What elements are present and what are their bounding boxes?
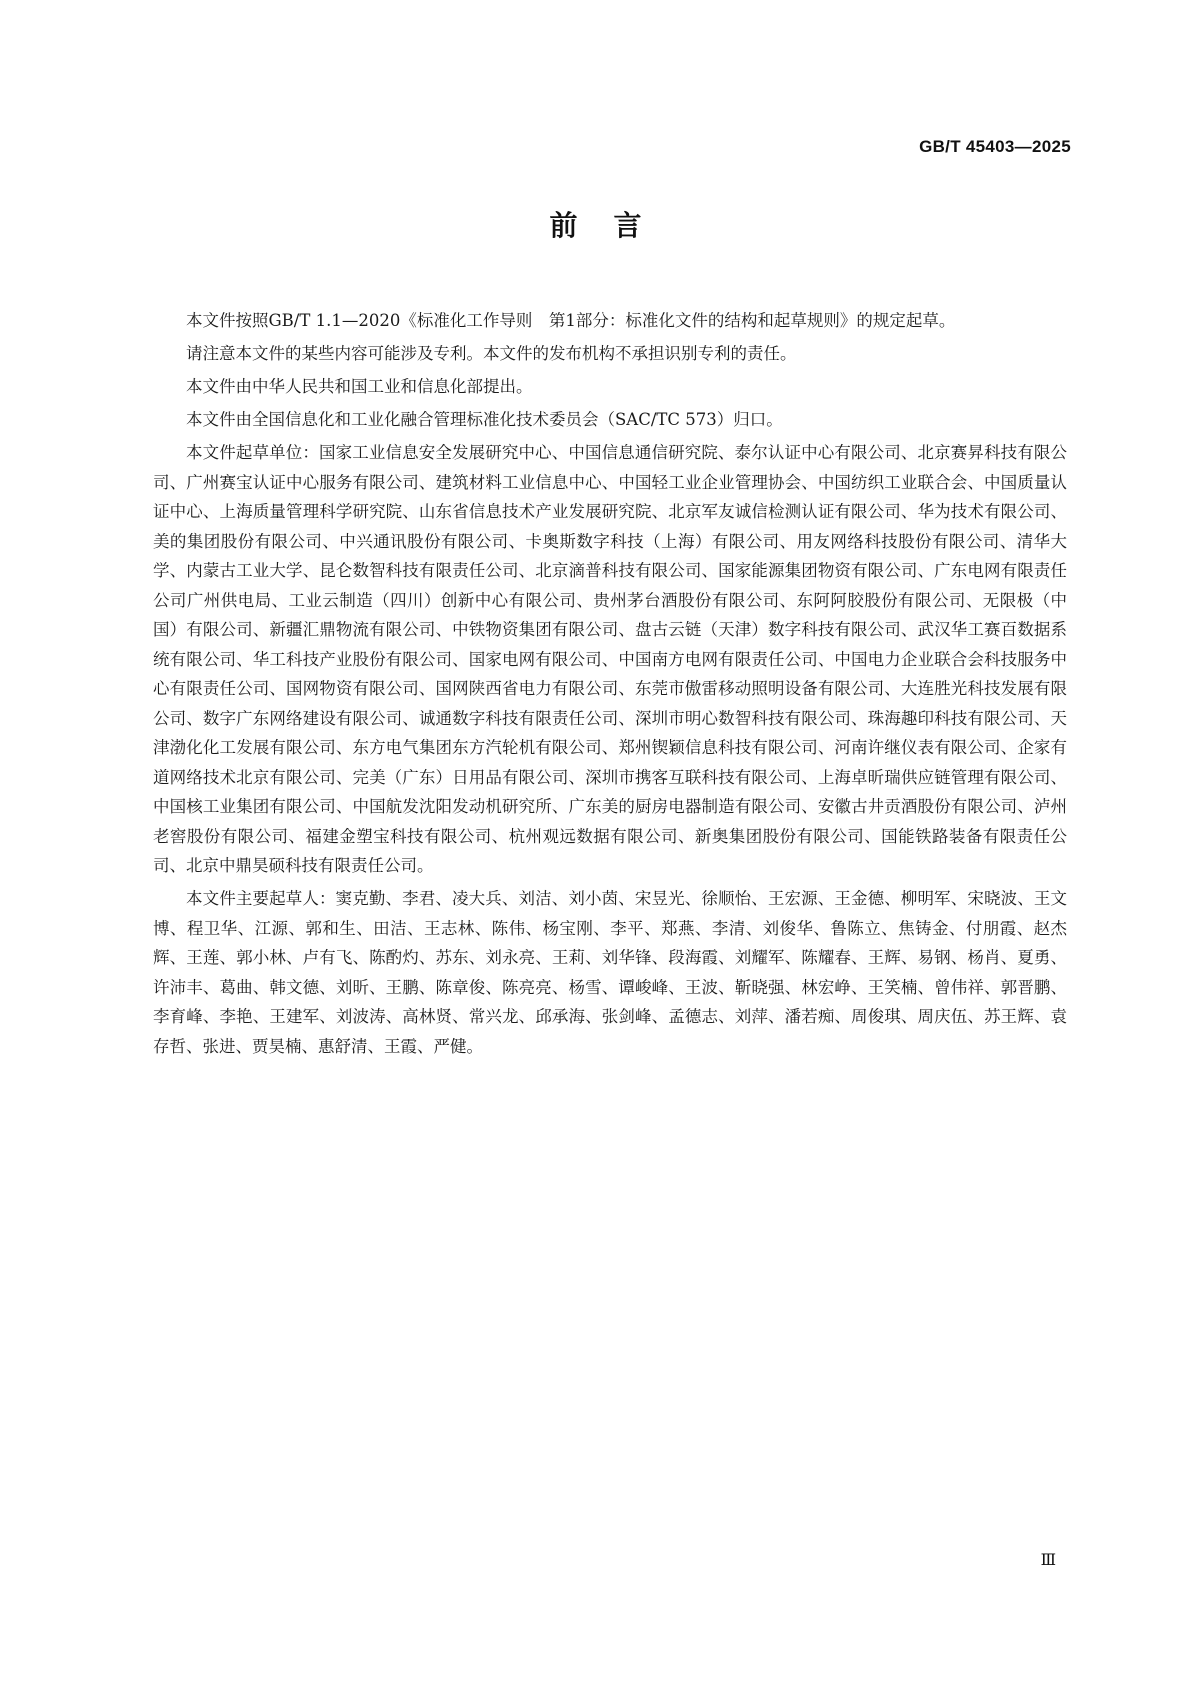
paragraph-committee: 本文件由全国信息化和工业化融合管理标准化技术委员会（SAC/TC 573）归口。: [186, 410, 783, 429]
paragraph-drafting-units: 本文件起草单位：国家工业信息安全发展研究中心、中国信息通信研究院、泰尔认证中心有限公司、北京赛昇科技有限公司、广州赛宝认证中心服务有限公司、建筑材料工业信息中心、中国轻工业企业管理协会、中国纺织工业联合会、中国质量认证中心、上海质量管理科学研究院、山东省信息技术产业发展研究院、北京军友诚信检测认证有限公司、华为技术有限公司、美的集团股份有限公司、中兴通讯股份有限公司、卡奥斯数字科技（上海）有限公司、用友网络科技股份有限公司、清华大学、内蒙古工业大学、昆仑数智科技有限责任公司、北京滴普科技有限公司、国家能源集团物资有限公司、广东电网有限责任公司广州供电局、工业云制造（四川）创新中心有限公司、贵州茅台酒股份有限公司、东阿阿胶股份有限公司、无限极（中国）有限公司、新疆汇鼎物流有限公司、中铁物资集团有限公司、盘古云链（天津）数字科技有限公司、武汉华工赛百数据系统有限公司、华工科技产业股份有限公司、国家电网有限公司、中国南方电网有限责任公司、中国电力企业联合会科技服务中心有限责任公司、国网物资有限公司、国网陕西省电力有限公司、东莞市傲雷移动照明设备有限公司、大连胜光科技发展有限公司、数字广东网络建设有限公司、诚通数字科技有限责任公司、深圳市明心数智科技有限公司、珠海趣印科技有限公司、天津渤化化工发展有限公司、东方电气集团东方汽轮机有限公司、郑州锲颖信息科技有限公司、河南许继仪表有限公司、企家有道网络技术北京有限公司、完美（广东）日用品有限公司、深圳市携客互联科技有限公司、上海卓昕瑞供应链管理有限公司、中国核工业集团有限公司、中国航发沈阳发动机研究所、广东美的厨房电器制造有限公司、安徽古井贡酒股份有限公司、泸州老窖股份有限公司、福建金塑宝科技有限公司、杭州观远数据有限公司、新奥集团股份有限公司、国能铁路装备有限责任公司、北京中鼎昊硕科技有限责任公司。: [153, 443, 1067, 875]
paragraph-drafting-rules: 本文件按照GB/T 1.1—2020《标准化工作导则 第1部分：标准化文件的结构和起草规则》的规定起草。: [186, 311, 956, 330]
foreword-body: [153, 306, 1067, 1065]
standard-number: GB/T 45403—2025: [919, 137, 1071, 156]
page-number: Ⅲ: [1040, 1550, 1056, 1569]
page-title: 前言: [549, 209, 678, 242]
paragraph-proposer: 本文件由中华人民共和国工业和信息化部提出。: [186, 377, 533, 396]
paragraph-drafters: 本文件主要起草人：窦克勤、李君、凌大兵、刘洁、刘小茵、宋昱光、徐顺怡、王宏源、王金德、柳明军、宋晓波、王文博、程卫华、江源、郭和生、田洁、王志林、陈伟、杨宝刚、李平、郑燕、李清、刘俊华、鲁陈立、焦铸金、付朋霞、赵杰辉、王莲、郭小林、卢有飞、陈酌灼、苏东、刘永亮、王莉、刘华锋、段海霞、刘耀军、陈耀春、王辉、易钢、杨肖、夏勇、许沛丰、葛曲、韩文德、刘昕、王鹏、陈章俊、陈亮亮、杨雪、谭峻峰、王波、靳晓强、林宏峥、王笑楠、曾伟祥、郭晋鹏、李育峰、李艳、王建军、刘波涛、高林贤、常兴龙、邱承海、张剑峰、孟德志、刘萍、潘若痴、周俊琪、周庆伍、苏王辉、袁存哲、张进、贾昊楠、惠舒清、王霞、严健。: [153, 889, 1067, 1056]
paragraph-patent-notice: 请注意本文件的某些内容可能涉及专利。本文件的发布机构不承担识别专利的责任。: [186, 344, 797, 363]
